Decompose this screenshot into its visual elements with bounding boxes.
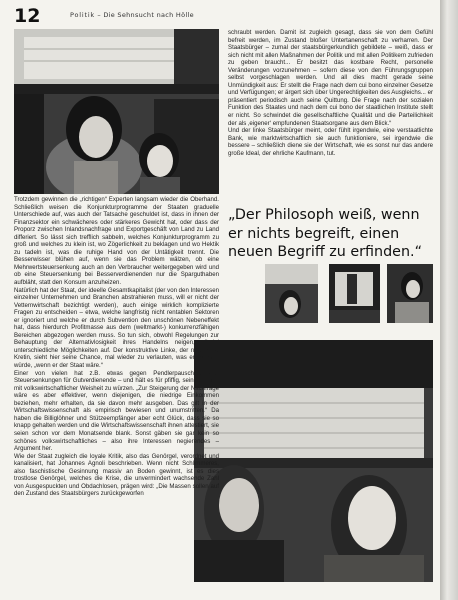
subway-photo-girls [14,29,219,194]
right-text-column: schraubt werden. Damit ist zugleich gesagt, dass sie von dem Gefühl befreit werden, im Zustand bloßer Untertanenschaft zu verharren. Der Staatsbürger – zumal der staatsbürgerkundlich gebildete – weiß, dass er sich nicht mit allen Maßnahmen der Politik und mit allen Politikern zufrieden zu geben braucht... Er besitzt das kostbare Recht, personelle Veränderungen vorzunehmen – sofern diese von den Führungsgruppen selbst vorgeschlagen werden. Und all dies macht gerade seine Unmündigkeit aus: Er stellt die Frage nach dem cui bono einzelner Gesetze und Verfügungen; er ärgert sich über Ungerechtigkeiten des Ausgleichs... er präsentiert periodisch auch seine Quittung. Die Frage nach der sozialen Funktion des Staates und nach dem cui bono der staatlichen Institute stellt er nicht. So schwindet die gesellschaftliche Qualität und die Parteilichkeit der als ‚eigener‘ empfundenen Staatsorgane aus dem Blick.“ Und der linke Staatsbürger meint, oder fühlt irgendwie, eine verstaatlichte Bank, wie marktwirtschaftlich sie auch funktioniere, sei irgendwie die bessere – schließlich diene sie der Wirtschaft, wie es sonst nur das andere große Ideal, der ehrliche Kaufmann, tut. [228,29,433,157]
running-head [70,11,194,19]
pull-quote: „Der Philosoph weiß, wenn er nichts begreift, einen neuen Begriff zu erfinden.“ [228,207,422,260]
strip-photo-2-graphic [329,264,380,323]
strip-photo-3 [387,264,433,323]
strip-photo-1 [265,264,318,323]
subway-photo-women-graphic [194,340,433,582]
subway-photo-girls-graphic [14,29,219,194]
page-number: 12 [14,5,41,27]
subway-photo-women [194,340,433,582]
running-head-separator: – [97,11,101,19]
running-head-title: Die Sehnsucht nach Hölle [103,11,194,19]
facing-page-edge [440,0,458,600]
strip-photo-1-graphic [265,264,318,323]
left-text-column: Trotzdem gewinnen die „richtigen“ Experten langsam wieder die Oberhand. Schließlich weisen die Konjunkturprogramme der Staaten graduelle Unterschiede auf, was auch der Tatsache geschuldet ist, dass in ihnen der Finanzsektor ein schwächeres oder stärkeres Gewicht hat, oder dass der Proporz zwischen Inlandsnachfrage und Exportgeschäft von Land zu Land differiert. So lässt sich trefflich sabbeln, welches Konjunkturprogramm zu groß und welches zu klein ist, wo Zögerlichkeit zu beklagen und wo Hektik zu tadeln ist, was die ruhige Hand von der Untätigkeit trennt. Die Besserwisser blühen auf, wenn sie das Problem wälzen, ob eine Mehrwertsteuersenkung auch an den Verbraucher weitergegeben wird und ob eine Steuersenkung bei Besserverdienenden nur die Sparguthaben aufbläht, statt den Konsum anzuheizen. Natürlich hat der Staat, der ideelle Gesamtkapitalist (der von den Interessen einzelner Unternehmen und Branchen abstrahieren muss, will er nicht der Vetternwirtschaft bezichtigt werden), auch einige wirklich komplizierte Fragen zu entscheiden – etwa, welche langfristig nicht rentablen Sektoren er ignoriert und welche er durch Subvention den unschönen Nebeneffekt hat, dass hierdurch Profitmasse aus dem (weltmarkt-) konkurrenzfähigen Bereichen abgezogen werden muss. So tun sich, obwohl Regelungen zur Behauptung der Alternativlosigkeit ihres Handelns neigen, allerlei unterschiedliche Möglichkeiten auf. Der konstruktive Linke, der notorische Kretin, sieht hier seine Chance, mal wieder zu verlauten, was er machen würde, „wenn er der Staat wäre.“ Einer von vielen hat z.B. etwas gegen Pendlerpauschale und Steuersenkungen für Gutverdienende – und hält es für pfiffig, sein Anliegen mit volkswirtschaftlicher Weisheit zu würzen. „Zur Steigerung der Nachfrage wäre es aber effektiver, wenn diejenigen, die niedrige Einkommen beziehen, mehr erhalten, da sie davon mehr ausgeben. Das gilt in der Wirtschaftswissenschaft als empirisch bewiesen und unumstritten.“ Da haben die Billiglöhner und Stützeempfänger aber echt Glück, dass sie so knapp gehalten werden und die Wirtschaftswissenschaft ihnen attestiert, sie seien schon vor dem Monatsende blank. Sonst gäben sie gar kein so schönes volkswirtschaftliches – also ihre Interessen negierendes – Argument her. Wie der Staat zugleich die loyale Kritik, also das Genörgel, verordnet und kanalisiert, hat Johannes Agnoli beschrieben. Wenn nicht Schlimmeres, also faschistische Gesinnung massiv an Boden gewinnt, ist es dies trostlose Genörgel, welches die Krise, die unvermindert wachsende Zahl von Ausgespuckten und Obdachlosen, prägen wird: „Die Massen sollen auf den Zustand des Staatsbürgers zurückgeworfen [14,196,219,498]
running-head-section: Politik [70,11,95,19]
strip-photo-2 [329,264,380,323]
strip-photo-3-graphic [387,264,433,323]
